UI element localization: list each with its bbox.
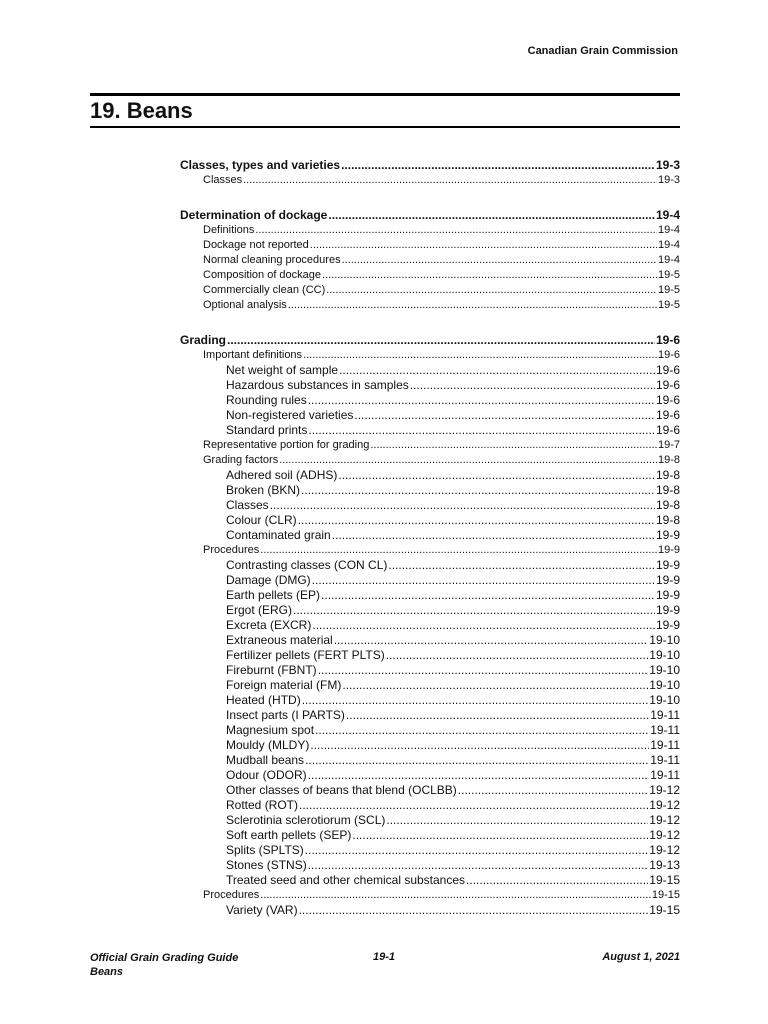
toc-entry-title: Composition of dockage <box>203 269 322 281</box>
toc-entry-page: 19-6 <box>655 363 680 377</box>
toc-entry-title: Heated (HTD) <box>226 693 301 707</box>
toc-entry-page: 19-10 <box>649 693 680 707</box>
toc-subentry[interactable] <box>180 408 680 423</box>
toc-entry-title: Procedures <box>203 889 260 901</box>
toc-entry-title: Grading <box>180 333 227 347</box>
toc-entry-title: Fertilizer pellets (FERT PLTS) <box>226 648 385 662</box>
toc-entry-title: Other classes of beans that blend (OCLBB) <box>226 783 457 797</box>
toc-entry[interactable] <box>180 223 680 238</box>
toc-subentry[interactable] <box>180 903 680 918</box>
toc-subentry[interactable] <box>180 678 680 693</box>
toc-subentry[interactable] <box>180 573 680 588</box>
toc-entry[interactable] <box>180 238 680 253</box>
dot-leader <box>342 253 657 268</box>
toc-entry-page: 19-11 <box>650 768 680 782</box>
dot-leader <box>298 513 655 528</box>
dot-leader <box>303 348 657 363</box>
toc-subentry[interactable] <box>180 483 680 498</box>
toc-entry-page: 19-13 <box>649 858 680 872</box>
toc-entry-title: Broken (BKN) <box>226 483 301 497</box>
toc-entry[interactable] <box>180 348 680 363</box>
toc-entry-page: 19-9 <box>655 573 680 587</box>
toc-subentry[interactable] <box>180 768 680 783</box>
toc-entry-page: 19-8 <box>657 454 680 466</box>
toc-subentry[interactable] <box>180 693 680 708</box>
toc-entry-page: 19-12 <box>649 843 680 857</box>
toc-entry-page: 19-8 <box>655 498 680 512</box>
dot-leader <box>338 468 655 483</box>
toc-entry-page: 19-9 <box>655 588 680 602</box>
toc-entry-title: Net weight of sample <box>226 363 339 377</box>
toc-entry-page: 19-6 <box>655 393 680 407</box>
toc-section-heading[interactable] <box>180 333 680 348</box>
toc-subentry[interactable] <box>180 648 680 663</box>
toc-entry-title: Normal cleaning procedures <box>203 254 341 266</box>
dot-leader <box>312 573 655 588</box>
toc-entry-page: 19-9 <box>655 618 680 632</box>
toc-entry-page: 19-7 <box>657 439 680 451</box>
toc-entry-page: 19-9 <box>655 528 680 542</box>
toc-subentry[interactable] <box>180 423 680 438</box>
toc-entry-title: Representative portion for grading <box>203 439 370 451</box>
toc-section <box>180 208 680 313</box>
toc-subentry[interactable] <box>180 813 680 828</box>
dot-leader <box>312 618 655 633</box>
dot-leader <box>388 558 655 573</box>
toc-entry-title: Splits (SPLTS) <box>226 843 304 857</box>
page-footer <box>90 951 680 981</box>
footer-date: August 1, 2021 <box>602 951 680 963</box>
toc-entry-page: 19-6 <box>655 333 680 347</box>
toc-entry-title: Soft earth pellets (SEP) <box>226 828 352 842</box>
toc-entry-title: Contrasting classes (CON CL) <box>226 558 388 572</box>
toc-subentry[interactable] <box>180 708 680 723</box>
toc-subentry[interactable] <box>180 588 680 603</box>
toc-entry-title: Non-registered varieties <box>226 408 354 422</box>
dot-leader <box>342 678 648 693</box>
toc-entry-page: 19-8 <box>655 468 680 482</box>
toc-entry[interactable] <box>180 543 680 558</box>
dot-leader <box>293 603 655 618</box>
footer-guide-info <box>90 951 238 979</box>
toc-subentry[interactable] <box>180 558 680 573</box>
toc-entry-title: Adhered soil (ADHS) <box>226 468 338 482</box>
toc-entry-title: Foreign material (FM) <box>226 678 342 692</box>
footer-guide-title: Official Grain Grading Guide <box>90 952 239 964</box>
toc-subentry[interactable] <box>180 378 680 393</box>
dot-leader <box>410 378 655 393</box>
toc-entry-title: Damage (DMG) <box>226 573 311 587</box>
dot-leader <box>288 298 657 313</box>
dot-leader <box>308 858 649 873</box>
toc-entry-page: 19-5 <box>657 284 680 296</box>
toc-entry-title: Treated seed and other chemical substances <box>226 873 466 887</box>
toc-entry-title: Extraneous material <box>226 633 333 647</box>
toc-entry-title: Mouldy (MLDY) <box>226 738 310 752</box>
toc-entry-title: Ergot (ERG) <box>226 603 293 617</box>
toc-entry-page: 19-4 <box>657 254 680 266</box>
toc-entry-title: Colour (CLR) <box>226 513 297 527</box>
toc-entry[interactable] <box>180 253 680 268</box>
toc-entry[interactable] <box>180 173 680 188</box>
toc-section <box>180 158 680 188</box>
toc-subentry[interactable] <box>180 843 680 858</box>
dot-leader <box>386 648 649 663</box>
toc-entry-page: 19-12 <box>649 828 680 842</box>
toc-subentry[interactable] <box>180 603 680 618</box>
toc-entry-title: Earth pellets (EP) <box>226 588 321 602</box>
toc-entry-title: Rotted (ROT) <box>226 798 299 812</box>
toc-entry-page: 19-10 <box>649 678 680 692</box>
toc-section-heading[interactable] <box>180 158 680 173</box>
toc-entry-title: Procedures <box>203 544 260 556</box>
toc-entry-page: 19-6 <box>657 349 680 361</box>
toc-entry-page: 19-5 <box>657 299 680 311</box>
toc-entry-page: 19-15 <box>649 903 680 917</box>
toc-subentry[interactable] <box>180 528 680 543</box>
toc-subentry[interactable] <box>180 753 680 768</box>
toc-entry-title: Classes <box>203 174 243 186</box>
dot-leader <box>279 453 657 468</box>
dot-leader <box>332 528 655 543</box>
dot-leader <box>321 588 655 603</box>
toc-subentry[interactable] <box>180 873 680 888</box>
toc-entry-title: Odour (ODOR) <box>226 768 307 782</box>
toc-entry-title: Magnesium spot <box>226 723 315 737</box>
toc-entry-page: 19-6 <box>655 408 680 422</box>
dot-leader <box>299 903 649 918</box>
toc-entry-title: Rounding rules <box>226 393 307 407</box>
toc-subentry[interactable] <box>180 723 680 738</box>
dot-leader <box>308 768 650 783</box>
toc-entry[interactable] <box>180 888 680 903</box>
dot-leader <box>370 438 657 453</box>
dot-leader <box>308 393 655 408</box>
toc-entry-page: 19-4 <box>657 224 680 236</box>
dot-leader <box>302 693 649 708</box>
dot-leader <box>301 483 655 498</box>
chapter-title: 19. Beans <box>90 98 193 123</box>
toc-subentry[interactable] <box>180 663 680 678</box>
toc-entry[interactable] <box>180 268 680 283</box>
toc-entry-page: 19-11 <box>650 708 680 722</box>
table-of-contents <box>180 158 680 938</box>
toc-entry-page: 19-9 <box>657 544 680 556</box>
toc-entry-page: 19-10 <box>649 648 680 662</box>
toc-section-heading[interactable] <box>180 208 680 223</box>
toc-entry-title: Classes, types and varieties <box>180 158 341 172</box>
title-top-rule <box>90 93 680 96</box>
dot-leader <box>346 708 649 723</box>
toc-subentry[interactable] <box>180 828 680 843</box>
dot-leader <box>328 208 655 223</box>
dot-leader <box>326 283 657 298</box>
toc-entry-page: 19-12 <box>649 813 680 827</box>
toc-entry-page: 19-12 <box>649 798 680 812</box>
dot-leader <box>260 543 657 558</box>
toc-entry-page: 19-4 <box>655 208 680 222</box>
dot-leader <box>466 873 648 888</box>
toc-entry-title: Insect parts (I PARTS) <box>226 708 345 722</box>
dot-leader <box>315 723 649 738</box>
dot-leader <box>318 663 649 678</box>
dot-leader <box>260 888 651 903</box>
organization-header: Canadian Grain Commission <box>527 45 678 57</box>
dot-leader <box>310 738 649 753</box>
toc-entry-title: Sclerotinia sclerotiorum (SCL) <box>226 813 386 827</box>
toc-subentry[interactable] <box>180 468 680 483</box>
toc-entry-page: 19-3 <box>657 174 680 186</box>
toc-entry-page: 19-11 <box>650 753 680 767</box>
toc-entry[interactable] <box>180 298 680 313</box>
dot-leader <box>352 828 648 843</box>
toc-subentry[interactable] <box>180 498 680 513</box>
toc-entry-title: Grading factors <box>203 454 279 466</box>
toc-entry-page: 19-8 <box>655 513 680 527</box>
dot-leader <box>386 813 648 828</box>
footer-page-number: 19-1 <box>373 951 396 963</box>
dot-leader <box>354 408 655 423</box>
toc-subentry[interactable] <box>180 783 680 798</box>
toc-entry-page: 19-6 <box>655 378 680 392</box>
dot-leader <box>255 223 657 238</box>
dot-leader <box>227 333 655 348</box>
toc-entry-title: Standard prints <box>226 423 308 437</box>
toc-entry-title: Hazardous substances in samples <box>226 378 409 392</box>
toc-entry-title: Excreta (EXCR) <box>226 618 312 632</box>
toc-entry-page: 19-9 <box>655 558 680 572</box>
toc-entry-page: 19-10 <box>649 663 680 677</box>
toc-subentry[interactable] <box>180 618 680 633</box>
toc-entry-title: Commercially clean (CC) <box>203 284 326 296</box>
toc-entry-title: Variety (VAR) <box>226 903 298 917</box>
toc-entry[interactable] <box>180 453 680 468</box>
toc-entry[interactable] <box>180 438 680 453</box>
toc-entry-page: 19-11 <box>650 738 680 752</box>
toc-entry-page: 19-6 <box>655 423 680 437</box>
toc-entry-page: 19-4 <box>657 239 680 251</box>
toc-entry[interactable] <box>180 283 680 298</box>
toc-subentry[interactable] <box>180 393 680 408</box>
dot-leader <box>305 843 649 858</box>
dot-leader <box>310 238 657 253</box>
dot-leader <box>305 753 649 768</box>
dot-leader <box>270 498 655 513</box>
toc-subentry[interactable] <box>180 858 680 873</box>
toc-section <box>180 333 680 918</box>
dot-leader <box>341 158 655 173</box>
toc-entry-title: Determination of dockage <box>180 208 328 222</box>
toc-entry-title: Optional analysis <box>203 299 287 311</box>
dot-leader <box>322 268 657 283</box>
toc-entry-page: 19-10 <box>649 633 680 647</box>
toc-entry-page: 19-8 <box>655 483 680 497</box>
toc-entry-title: Fireburnt (FBNT) <box>226 663 317 677</box>
toc-entry-page: 19-3 <box>655 158 680 172</box>
dot-leader <box>299 798 648 813</box>
dot-leader <box>458 783 649 798</box>
toc-entry-page: 19-9 <box>655 603 680 617</box>
toc-entry-page: 19-12 <box>649 783 680 797</box>
toc-subentry[interactable] <box>180 798 680 813</box>
toc-entry-title: Dockage not reported <box>203 239 309 251</box>
toc-subentry[interactable] <box>180 513 680 528</box>
toc-entry-title: Classes <box>226 498 269 512</box>
toc-entry-page: 19-11 <box>650 723 680 737</box>
toc-subentry[interactable] <box>180 738 680 753</box>
toc-subentry[interactable] <box>180 633 680 648</box>
footer-chapter-name: Beans <box>90 966 124 978</box>
toc-entry-title: Definitions <box>203 224 255 236</box>
toc-entry-title: Important definitions <box>203 349 303 361</box>
dot-leader <box>243 173 657 188</box>
toc-entry-title: Stones (STNS) <box>226 858 307 872</box>
toc-entry-page: 19-15 <box>651 889 680 901</box>
toc-entry-title: Contaminated grain <box>226 528 331 542</box>
toc-entry-page: 19-15 <box>649 873 680 887</box>
toc-entry-title: Mudball beans <box>226 753 305 767</box>
toc-subentry[interactable] <box>180 363 680 378</box>
dot-leader <box>339 363 655 378</box>
dot-leader <box>308 423 655 438</box>
dot-leader <box>334 633 649 648</box>
title-bottom-rule <box>90 126 680 128</box>
toc-entry-page: 19-5 <box>657 269 680 281</box>
